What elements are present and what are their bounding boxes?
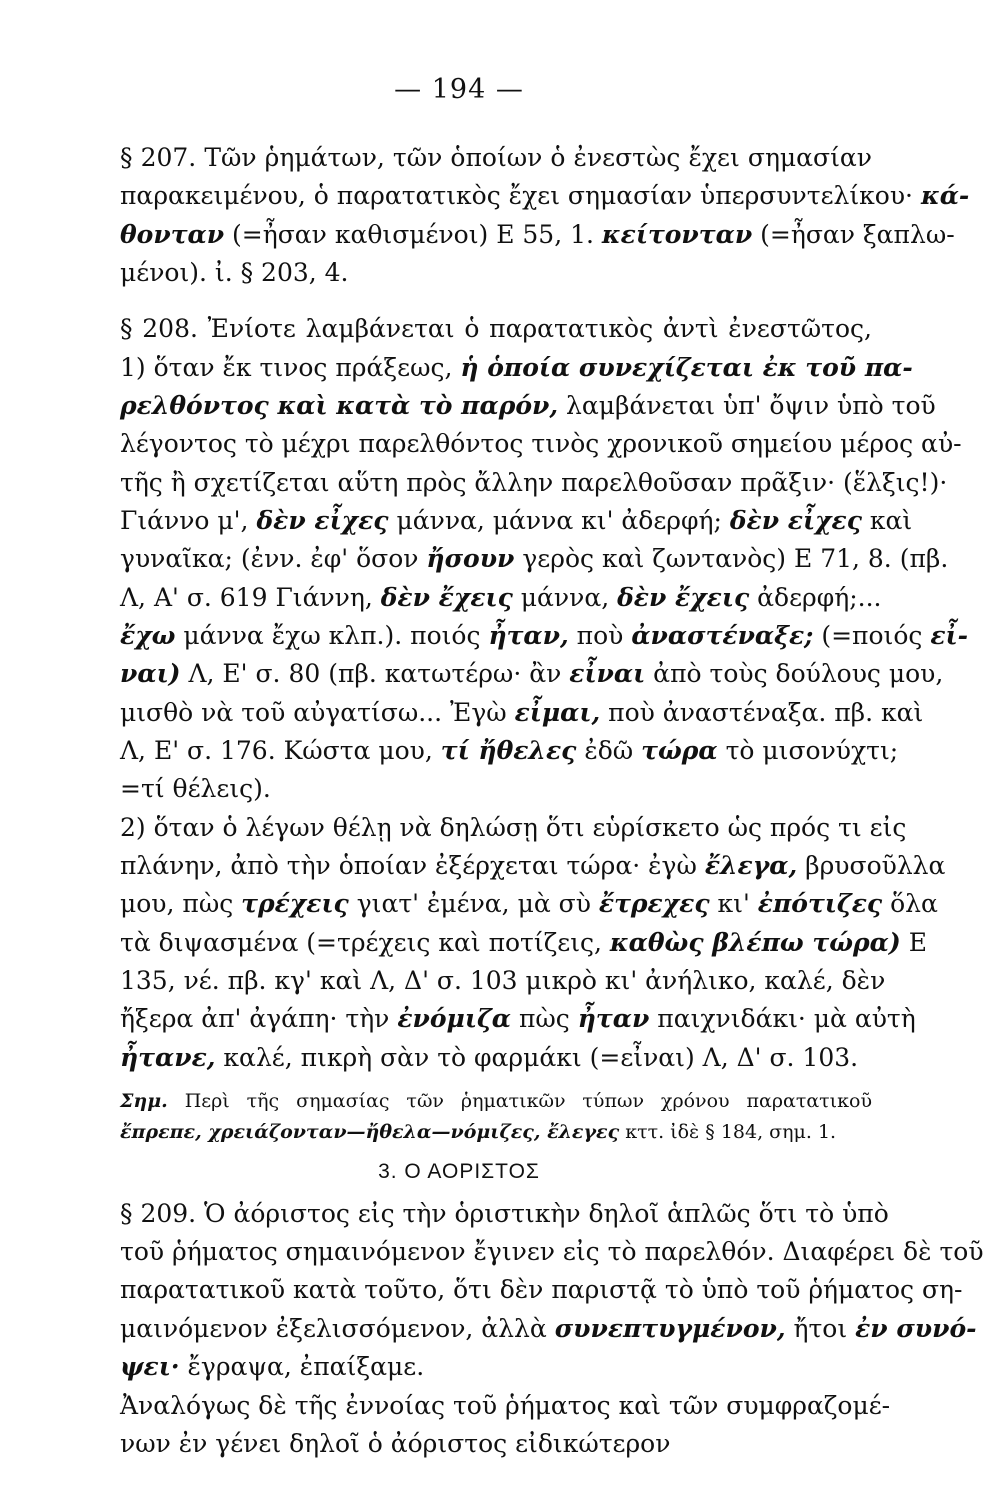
- text-line: § 209. Ὁ ἀόριστος εἰς τὴν ὁριστικὴν δηλοῖ ἁπλῶς ὅτι τὸ ὑπὸ: [120, 1199, 889, 1228]
- text-line: πλάνην, ἀπὸ τὴν ὁποίαν ἐξέρχεται τώρα· ἐγὼ ἔλεγα, βρυσοῦλλα: [120, 851, 946, 880]
- text-line: ψει· ἔγραψα, ἐπαίξαμε.: [120, 1352, 425, 1381]
- text-line: θονταν (=ἦσαν καθισμένοι) Ε 55, 1. κείτονταν (=ἦσαν ξαπλω-: [120, 220, 955, 249]
- text-line: 1) ὅταν ἔκ τινος πράξεως, ἡ ὁποία συνεχίζεται ἐκ τοῦ πα-: [120, 353, 913, 382]
- text-line: Ἀναλόγως δὲ τῆς ἐννοίας τοῦ ῥήματος καὶ τῶν συμφραζομέ-: [120, 1391, 891, 1420]
- note-line: ἔπρεπε, χρειάζονταν—ἤθελα—νόμιζες, ἔλεγες κττ. ἰδὲ § 184, σημ. 1.: [120, 1121, 837, 1143]
- text-line: τὰ διψασμένα (=τρέχεις καὶ ποτίζεις, καθὼς βλέπω τώρα) Ε: [120, 928, 927, 957]
- text-line: ἤξερα ἀπ' ἀγάπη· τὴν ἐνόμιζα πὼς ἦταν παιχνιδάκι· μὰ αὐτὴ: [120, 1004, 916, 1033]
- page-number: — 194 —: [394, 74, 524, 105]
- section-heading: 3. Ο ΑΟΡΙΣΤΟΣ: [378, 1160, 540, 1183]
- text-line: νων ἐν γένει δηλοῖ ὁ ἀόριστος εἰδικώτερον: [120, 1429, 671, 1458]
- text-line: μαινόμενον ἐξελισσόμενον, ἀλλὰ συνεπτυγμένον, ἤτοι ἐν συνό-: [120, 1314, 977, 1343]
- note-line: Σημ. Περὶ τῆς σημασίας τῶν ῥηματικῶν τύπων χρόνου παρατατικοῦ: [120, 1090, 872, 1112]
- text-line: Λ, Ε' σ. 176. Κώστα μου, τί ἤθελες ἐδῶ τώρα τὸ μισονύχτι;: [120, 736, 899, 765]
- text-line: Λ, Α' σ. 619 Γιάννη, δὲν ἔχεις μάννα, δὲν ἔχεις ἀδερφή;...: [120, 583, 882, 612]
- text-line: λέγοντος τὸ μέχρι παρελθόντος τινὸς χρονικοῦ σημείου μέρος αὐ-: [120, 429, 962, 458]
- text-line: παρακειμένου, ὁ παρατατικὸς ἔχει σημασίαν ὑπερσυντελίκου· κά-: [120, 181, 970, 210]
- text-line: 135, νέ. πβ. κγ' καὶ Λ, Δ' σ. 103 μικρὸ κι' ἀνήλικο, καλέ, δὲν: [120, 966, 886, 995]
- text-line: § 207. Τῶν ῥημάτων, τῶν ὁποίων ὁ ἐνεστὼς ἔχει σημασίαν: [120, 143, 872, 172]
- text-line: ἦτανε, καλέ, πικρὴ σὰν τὸ φαρμάκι (=εἶναι) Λ, Δ' σ. 103.: [120, 1043, 859, 1072]
- text-line: μισθὸ νὰ τοῦ αὐγατίσω... Ἐγὼ εἶμαι, ποὺ ἀναστέναξα. πβ. καὶ: [120, 698, 924, 727]
- text-line: 2) ὅταν ὁ λέγων θέλῃ νὰ δηλώσῃ ὅτι εὑρίσκετο ὡς πρός τι εἰς: [120, 813, 907, 842]
- text-line: ρελθόντος καὶ κατὰ τὸ παρόν, λαμβάνεται ὑπ' ὄψιν ὑπὸ τοῦ: [120, 391, 936, 420]
- text-line: μου, πὼς τρέχεις γιατ' ἐμένα, μὰ σὺ ἔτρεχες κι' ἐπότιζες ὅλα: [120, 889, 938, 918]
- text-line: γυναῖκα; (ἐνν. ἐφ' ὅσον ἤσουν γερὸς καὶ ζωντανὸς) Ε 71, 8. (πβ.: [120, 544, 949, 573]
- text-line: τῆς ἢ σχετίζεται αὕτη πρὸς ἄλλην παρελθοῦσαν πρᾶξιν· (ἕλξις!)·: [120, 468, 948, 497]
- text-line: =τί θέλεις).: [120, 774, 271, 803]
- text-line: Γιάννο μ', δὲν εἶχες μάννα, μάννα κι' ἀδερφή; δὲν εἶχες καὶ: [120, 506, 913, 535]
- text-line: μένοι). ἰ. § 203, 4.: [120, 258, 349, 287]
- text-line: παρατατικοῦ κατὰ τοῦτο, ὅτι δὲν παριστᾷ τὸ ὑπὸ τοῦ ῥήματος ση-: [120, 1275, 963, 1304]
- text-line: ἔχω μάννα ἔχω κλπ.). ποιός ἦταν, ποὺ ἀναστέναξε; (=ποιός εἶ-: [120, 621, 969, 650]
- text-line: ναι) Λ, Ε' σ. 80 (πβ. κατωτέρω· ἂν εἶναι ἀπὸ τοὺς δούλους μου,: [120, 659, 944, 688]
- text-line: § 208. Ἐνίοτε λαμβάνεται ὁ παρατατικὸς ἀντὶ ἐνεστῶτος,: [120, 314, 872, 343]
- text-line: τοῦ ῥήματος σημαινόμενον ἔγινεν εἰς τὸ παρελθόν. Διαφέρει δὲ τοῦ: [120, 1237, 984, 1266]
